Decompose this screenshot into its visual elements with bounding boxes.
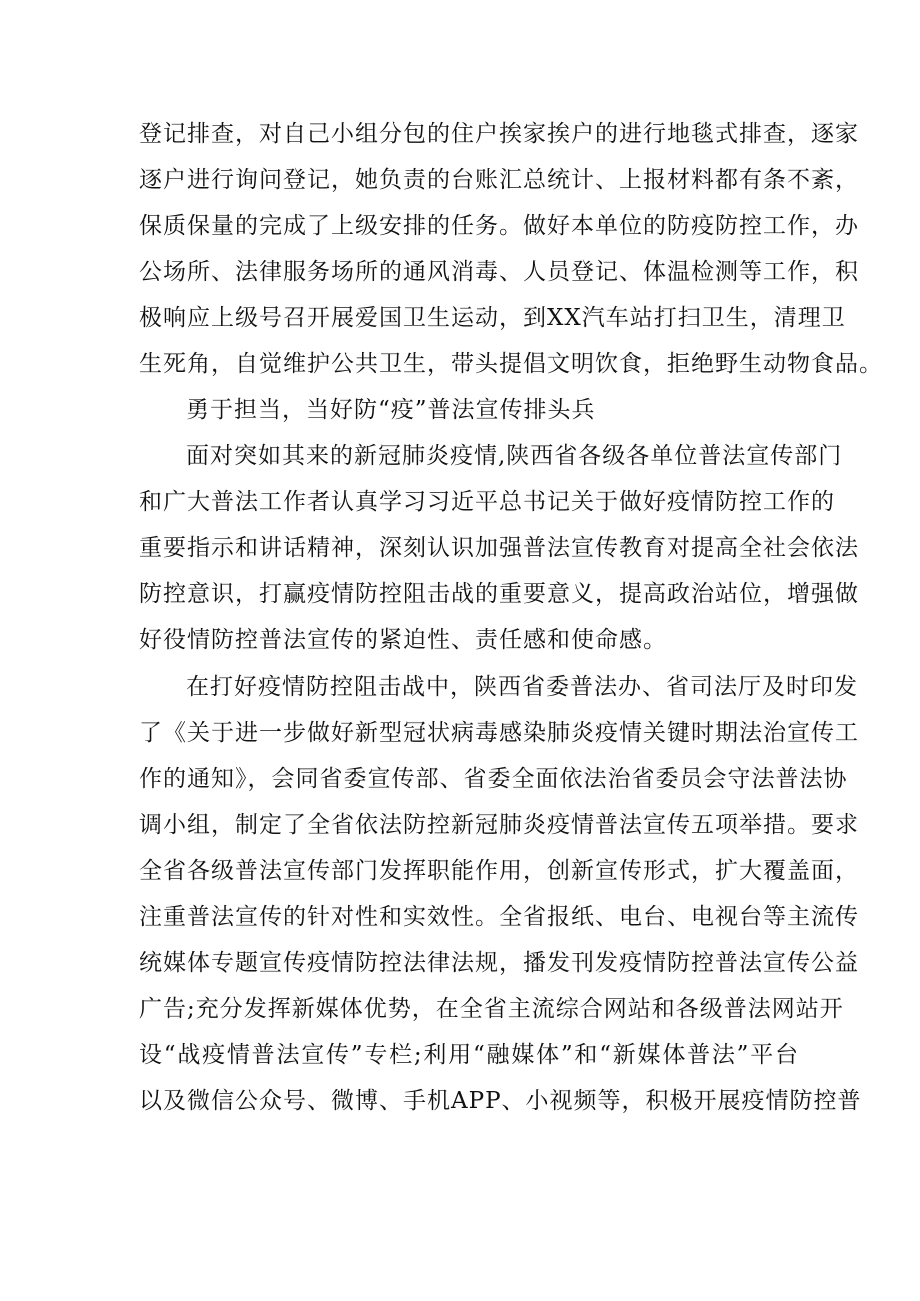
paragraph-2-line: 和广大普法工作者认真学习习近平总书记关于做好疫情防控工作的 — [139, 489, 835, 515]
paragraph-2-line: 重要指示和讲话精神，深刻认识加强普法宣传教育对提高全社会依法 — [139, 535, 859, 561]
paragraph-3-line: 统媒体专题宣传疫情防控法律法规，播发刊发疫情防控普法宣传公益 — [139, 950, 859, 976]
section-heading: 勇于担当，当好防“疫”普法宣传排头兵 — [186, 397, 596, 423]
paragraph-1-line: 登记排查，对自己小组分包的住户挨家挨户的进行地毯式排查，逐家 — [139, 121, 859, 147]
paragraph-1-line: 保质保量的完成了上级安排的任务。做好本单位的防疫防控工作，办 — [139, 213, 859, 239]
paragraph-1-line: 逐户进行询问登记，她负责的台账汇总统计、上报材料都有条不紊， — [139, 167, 859, 193]
paragraph-2-line: 好役情防控普法宣传的紧迫性、责任感和使命感。 — [139, 627, 667, 653]
paragraph-1-line: 生死角，自觉维护公共卫生，带头提倡文明饮食，拒绝野生动物食品。 — [139, 351, 883, 377]
paragraph-2-line: 防控意识，打赢疫情防控阻击战的重要意义，提高政治站位，增强做 — [139, 581, 859, 607]
paragraph-3-line: 注重普法宣传的针对性和实效性。全省报纸、电台、电视台等主流传 — [139, 904, 859, 930]
paragraph-3-line: 广告;充分发挥新媒体优势，在全省主流综合网站和各级普法网站开 — [139, 996, 844, 1022]
paragraph-1-line: 公场所、法律服务场所的通风消毒、人员登记、体温检测等工作，积 — [139, 259, 859, 285]
paragraph-3-line: 全省各级普法宣传部门发挥职能作用，创新宣传形式，扩大覆盖面， — [139, 858, 859, 884]
paragraph-3-line: 作的通知》，会同省委宣传部、省委全面依法治省委员会守法普法协 — [139, 766, 848, 792]
paragraph-1-line: 极响应上级号召开展爱国卫生运动，到XX汽车站打扫卫生，清理卫 — [139, 305, 846, 331]
paragraph-3-line: 以及微信公众号、微博、手机APP、小视频等，积极开展疫情防控普 — [139, 1088, 862, 1114]
paragraph-3-line: 了《关于进一步做好新型冠状病毒感染肺炎疫情关键时期法治宣传工 — [139, 720, 859, 746]
paragraph-3-line: 在打好疫情防控阻击战中，陕西省委普法办、省司法厅及时印发 — [186, 674, 858, 700]
paragraph-2-line: 面对突如其来的新冠肺炎疫情,陕西省各级各单位普法宣传部门 — [186, 443, 843, 469]
paragraph-3-line: 设“战疫情普法宣传”专栏;利用“融媒体”和“新媒体普法”平台 — [139, 1042, 799, 1068]
paragraph-3-line: 调小组，制定了全省依法防控新冠肺炎疫情普法宣传五项举措。要求 — [139, 812, 859, 838]
